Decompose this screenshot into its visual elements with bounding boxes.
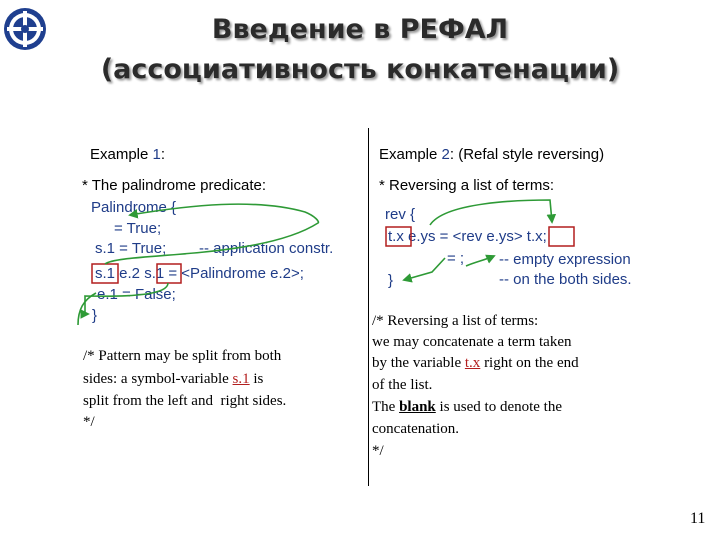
example2-header-number: 2	[441, 146, 450, 163]
example2-note-line-5c: is used to denote the	[435, 399, 563, 415]
example1-note-line-4: */	[83, 414, 95, 430]
example2-note-var-tx: t.x	[464, 355, 481, 371]
example1-code-line-2b: -- application constr.	[199, 240, 334, 257]
example2-code-line-3b: -- on the both sides.	[499, 271, 632, 288]
title-line-1: Введение в РЕФАЛ	[211, 14, 509, 45]
example1-note-var-s1: s.1	[232, 371, 250, 387]
example1-code-line-3: s.1 e.2 s.1 = <Palindrome e.2>;	[95, 265, 304, 282]
example2-comment: * Reversing a list of terms:	[379, 177, 555, 194]
tx-left-box	[386, 227, 411, 246]
example2-code-line-2b: -- empty expression	[499, 251, 631, 268]
example1-header-suffix: :	[160, 146, 166, 163]
tx-right-box	[549, 227, 574, 246]
example2-code-name: rev {	[385, 206, 416, 223]
arrow-empty-right	[466, 256, 494, 266]
arrow-s1-first	[105, 204, 318, 264]
example1-code-name: Palindrome {	[91, 199, 177, 216]
example2-note-line-3a: by the variable	[372, 355, 465, 371]
example2-note-line-1: /* Reversing a list of terms:	[372, 313, 539, 329]
example2-header-suffix: : (Refal style reversing)	[449, 146, 605, 163]
arrow-s1-second	[85, 283, 168, 314]
example1-comment: * The palindrome predicate:	[82, 177, 266, 194]
example1-header-number: 1	[152, 146, 161, 163]
example2-note-line-4: of the list.	[372, 377, 433, 393]
example2-note-line-2: we may concatenate a term taken	[372, 334, 572, 350]
arrow-empty-left	[404, 258, 445, 280]
example1-code-line-1: = True;	[114, 220, 162, 237]
arrow-tx	[430, 200, 552, 225]
arrow-e1	[78, 293, 96, 325]
example1-note-line-2a: sides: a symbol-variable	[83, 371, 233, 387]
example2-code-line-2a: = ;	[447, 250, 465, 267]
slide-number: 11	[690, 510, 706, 527]
example2-code-line-3a: }	[388, 272, 394, 289]
example2-note-blank: blank	[399, 399, 436, 415]
example1-code-line-4: e.1 = False;	[97, 286, 176, 303]
title-line-2: (ассоциативность конкатенации)	[100, 54, 620, 85]
example1-code-line-2a: s.1 = True;	[95, 240, 167, 257]
s1-second-box	[157, 264, 181, 283]
example2-code-line-1: t.x e.ys = <rev e.ys> t.x;	[388, 228, 547, 245]
example1-code-line-5: }	[92, 307, 98, 324]
example2-note-line-7: */	[372, 443, 384, 459]
example2-header-prefix: Example	[379, 146, 442, 163]
example1-note-line-3: split from the left and right sides.	[83, 393, 287, 409]
example1-note-line-1: /* Pattern may be split from both	[83, 348, 282, 364]
example2-note-line-3c: right on the end	[480, 355, 579, 371]
s1-first-box	[92, 264, 118, 283]
example2-note-line-6: concatenation.	[372, 421, 460, 437]
example2-note-line-5a: The	[372, 399, 400, 415]
example1-note-line-2c: is	[249, 371, 264, 387]
example1-header-prefix: Example	[90, 146, 153, 163]
